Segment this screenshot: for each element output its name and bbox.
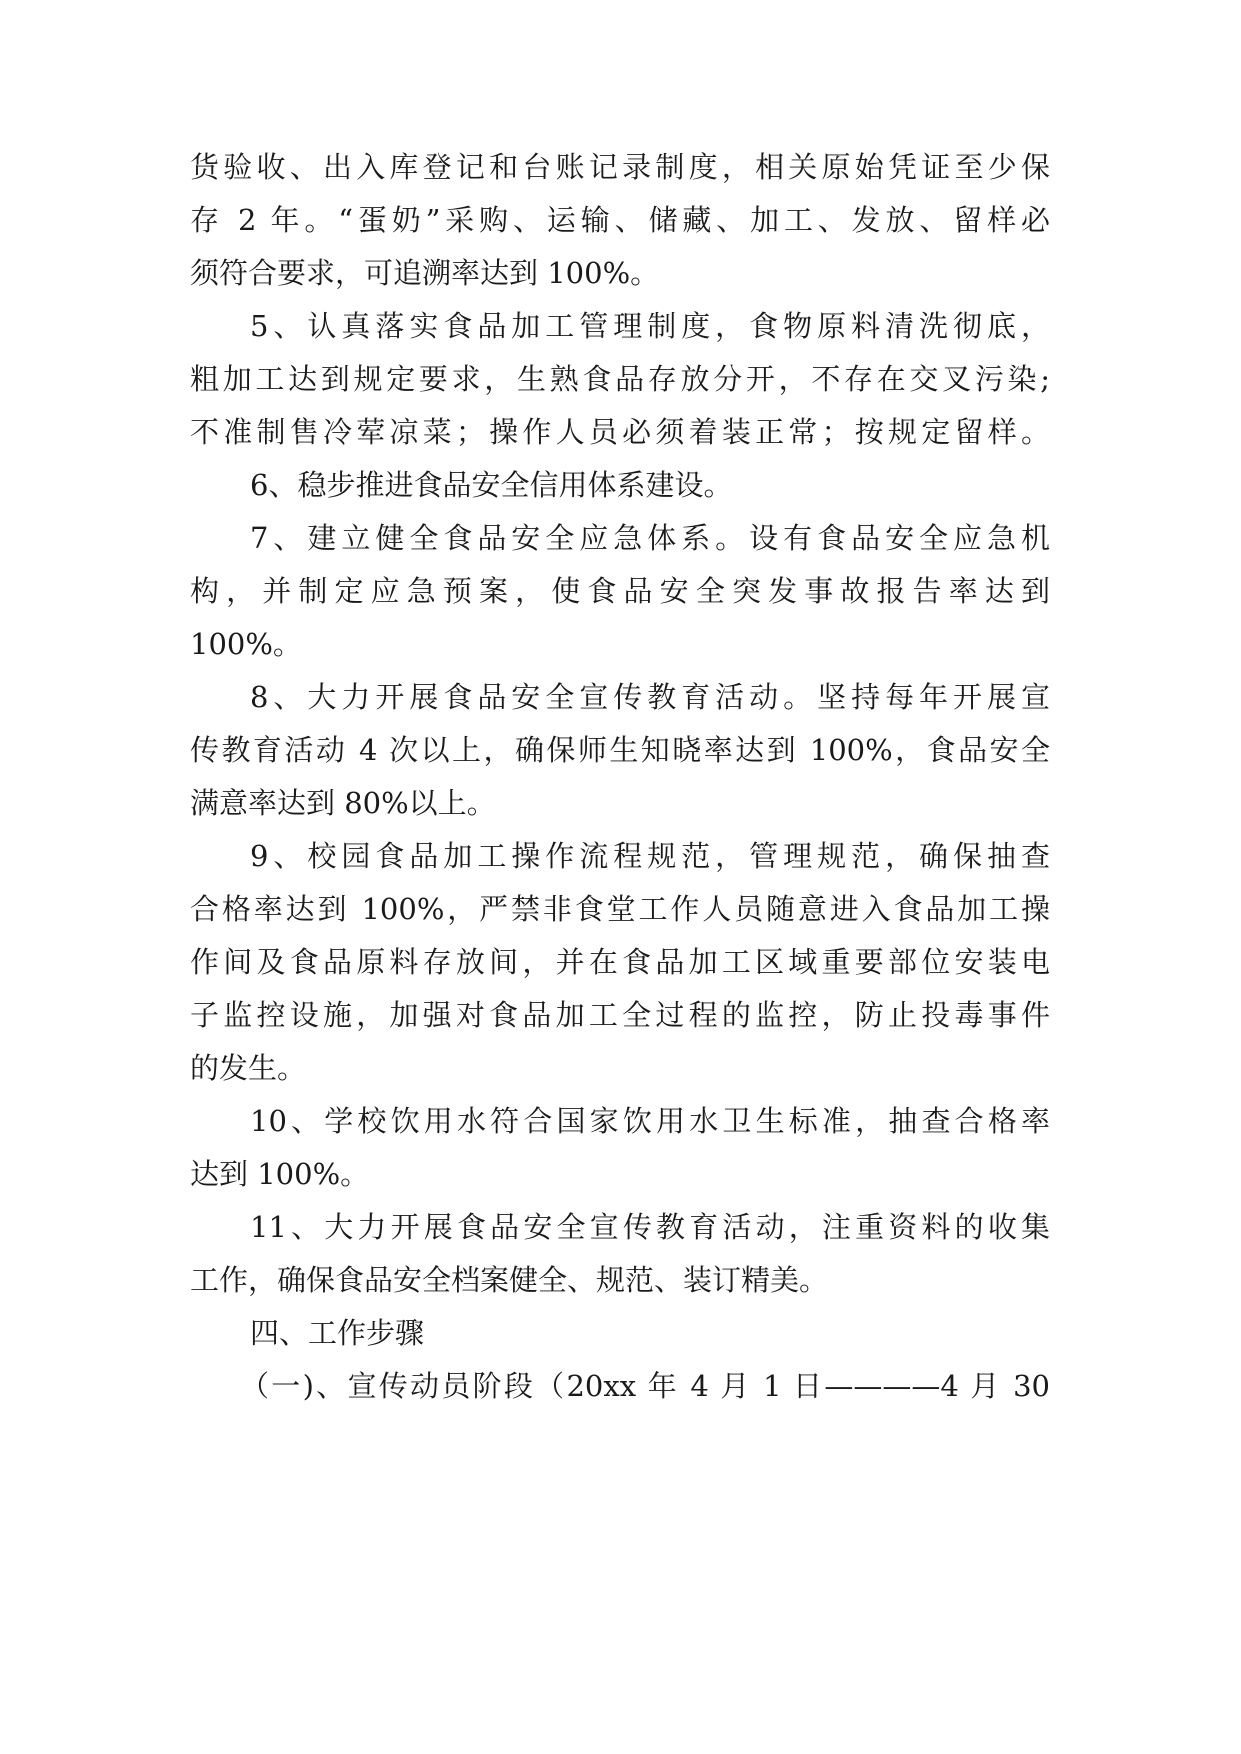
text-line: 须符合要求，可追溯率达到 100%。: [190, 256, 660, 290]
text-line: 传教育活动 4 次以上，确保师生知晓率达到 100%，食品安全: [190, 733, 1050, 767]
text-line: 7、建立健全食品安全应急体系。设有食品安全应急机: [250, 521, 1050, 555]
text-line: （一)、宣传动员阶段（20xx 年 4 月 1 日————4 月 30: [240, 1369, 1050, 1403]
text-line: 达到 100%。: [190, 1157, 370, 1191]
text-line: 子监控设施，加强对食品加工全过程的监控，防止投毒事件: [190, 998, 1050, 1032]
text-line: 的发生。: [190, 1051, 307, 1085]
text-line: 10、学校饮用水符合国家饮用水卫生标准，抽查合格率: [250, 1104, 1050, 1138]
text-line: 5、认真落实食品加工管理制度，食物原料清洗彻底，: [250, 309, 1050, 343]
text-line: 构，并制定应急预案，使食品安全突发事故报告率达到: [190, 574, 1050, 608]
text-line: 9、校园食品加工操作流程规范，管理规范，确保抽查: [250, 839, 1050, 873]
text-line: 合格率达到 100%，严禁非食堂工作人员随意进入食品加工操: [190, 892, 1050, 926]
text-line: 作间及食品原料存放间，并在食品加工区域重要部位安装电: [190, 945, 1050, 979]
text-line: 8、大力开展食品安全宣传教育活动。坚持每年开展宣: [250, 680, 1050, 714]
text-line: 工作，确保食品安全档案健全、规范、装订精美。: [190, 1263, 829, 1297]
text-line: 货验收、出入库登记和台账记录制度，相关原始凭证至少保: [190, 150, 1050, 184]
text-line: 6、稳步推进食品安全信用体系建设。: [250, 468, 733, 502]
section-heading: 四、工作步骤: [250, 1316, 425, 1350]
text-line: 满意率达到 80%以上。: [190, 786, 496, 820]
text-line: 不准制售冷荤凉菜；操作人员必须着装正常；按规定留样。: [190, 415, 1050, 449]
text-line: 11、大力开展食品安全宣传教育活动，注重资料的收集: [250, 1210, 1050, 1244]
text-line: 100%。: [190, 627, 302, 661]
text-line: 存 2 年。“蛋奶”采购、运输、储藏、加工、发放、留样必: [190, 203, 1050, 237]
text-line: 粗加工达到规定要求，生熟食品存放分开，不存在交叉污染;: [190, 362, 1050, 396]
